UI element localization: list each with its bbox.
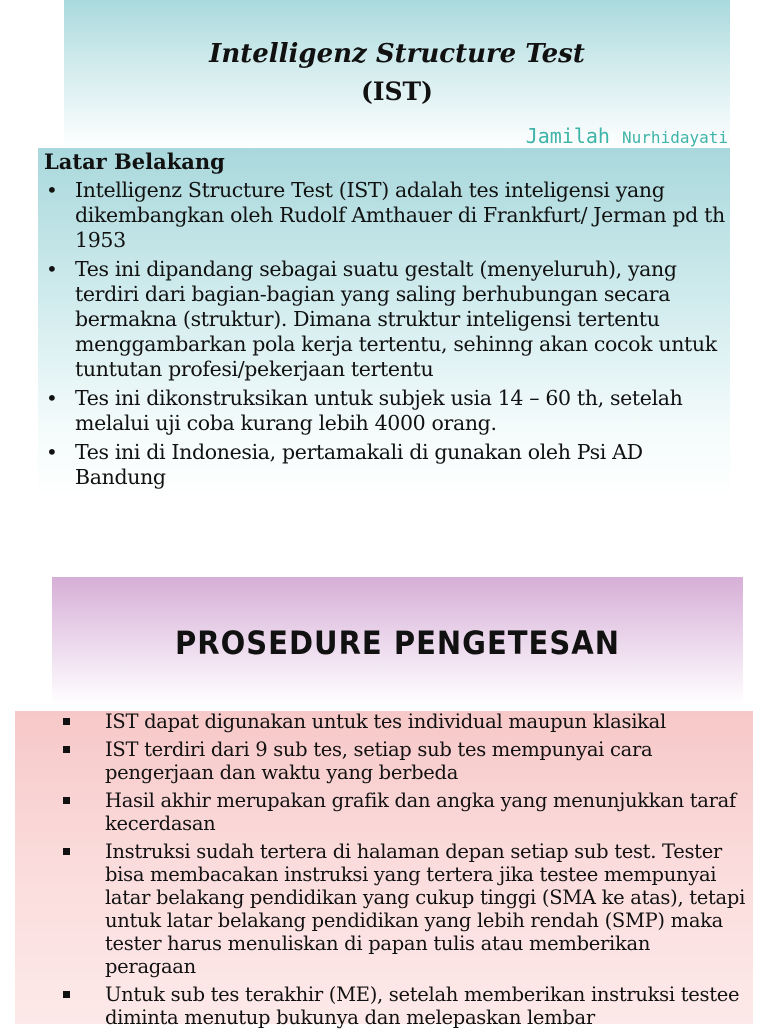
square-bullet-icon [63, 848, 70, 855]
square-bullet-icon [63, 718, 70, 725]
list-item: IST terdiri dari 9 sub tes, setiap sub tes mempunyai cara pengerjaan dan waktu yang berbeda [15, 738, 745, 784]
square-bullet-icon [63, 991, 70, 998]
author-last-name: Nurhidayati [622, 128, 728, 147]
slide1-section-heading: Latar Belakang [44, 149, 225, 174]
bullet-dot-icon: • [46, 178, 58, 202]
slide2-title: PROSEDURE PENGETESAN [175, 624, 620, 662]
bullet-dot-icon: • [46, 440, 58, 464]
list-item: • Tes ini dikonstruksikan untuk subjek usia 14 – 60 th, setelah melalui uji coba kurang lebih 4000 orang. [46, 386, 683, 435]
slide1-author [526, 124, 728, 148]
list-item: • Tes ini di Indonesia, pertamakali di gunakan oleh Psi AD Bandung [46, 440, 643, 489]
square-bullet-icon [63, 746, 70, 753]
slide1-title: Intelligenz Structure Test [209, 39, 585, 69]
list-item: Untuk sub tes terakhir (ME), setelah memberikan instruksi testee diminta menutup bukunya dan melepaskan lembar [15, 983, 745, 1029]
slide1-bullet-list [44, 178, 726, 494]
list-item: Instruksi sudah tertera di halaman depan setiap sub test. Tester bisa membacakan instruksi yang tertera jika testee mempunyai latar belakang pendidikan yang cukup tinggi (SMA ke atas), tetapi untuk latar belakang pendidikan yang lebih rendah (SMP) maka tester harus menuliskan di papan tulis atau memberikan peragaan [15, 840, 745, 978]
bullet-dot-icon: • [46, 386, 58, 410]
list-item: • Tes ini dipandang sebagai suatu gestalt (menyeluruh), yang terdiri dari bagian-bagian yang saling berhubungan secara bermakna (struktur). Dimana struktur inteligensi tertentu menggambarkan pola kerja tertentu, sehinng akan cocok untuk tuntutan profesi/pekerjaan tertentu [46, 257, 717, 381]
slide2-bullet-list [15, 710, 745, 1034]
list-item: IST dapat digunakan untuk tes individual maupun klasikal [15, 710, 745, 733]
list-item: Hasil akhir merupakan grafik dan angka yang menunjukkan taraf kecerdasan [15, 789, 745, 835]
square-bullet-icon [63, 797, 70, 804]
bullet-dot-icon: • [46, 257, 58, 281]
slide1-subtitle: (IST) [360, 77, 433, 106]
author-first-name: Jamilah [525, 124, 610, 148]
list-item: • Intelligenz Structure Test (IST) adalah tes inteligensi yang dikembangkan oleh Rudolf Amthauer di Frankfurt/ Jerman pd th 1953 [46, 178, 725, 252]
